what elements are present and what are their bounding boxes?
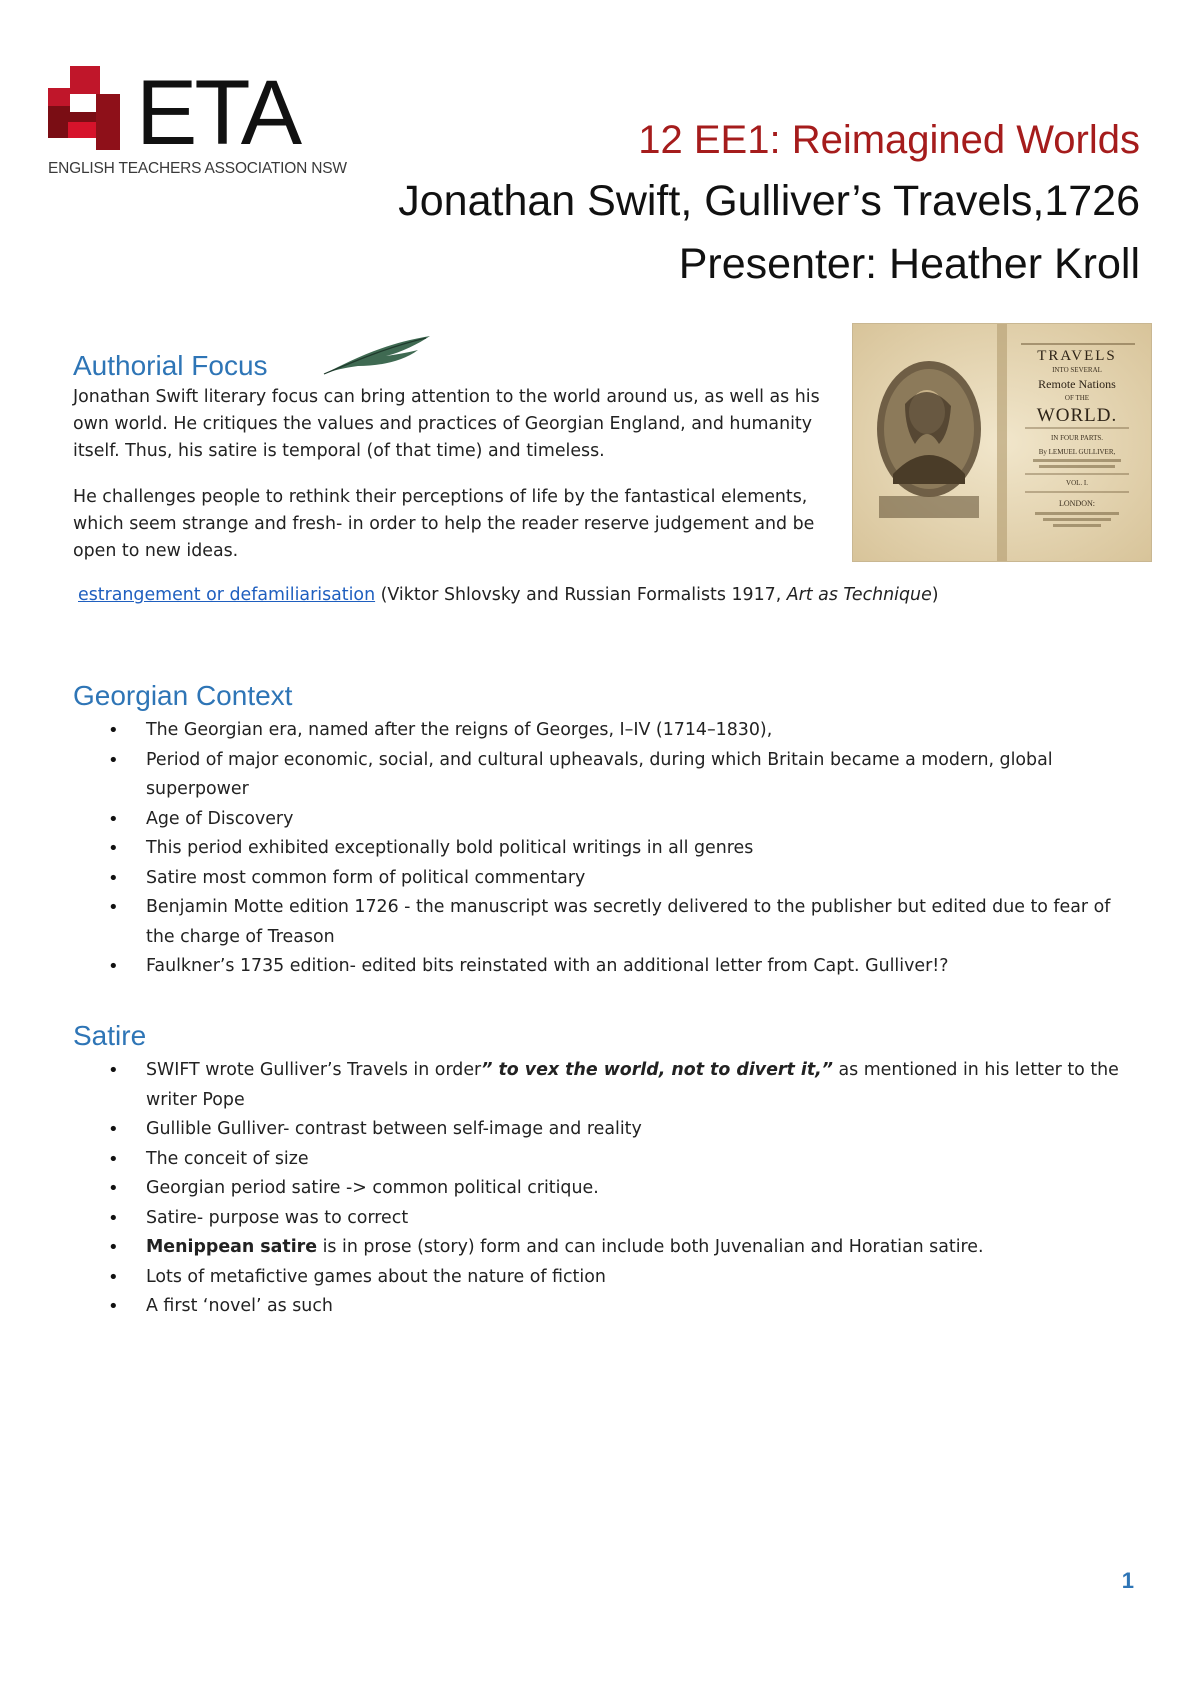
book-text-of-the: OF THE (1064, 394, 1090, 402)
list-item: • Benjamin Motte edition 1726 - the manuscript was secretly delivered to the publisher but edited due to fear of the charge of Treason (108, 893, 1138, 952)
title-block (398, 110, 1140, 296)
logo-wordmark: ETA (136, 66, 300, 158)
book-text-four-parts: IN FOUR PARTS. (1050, 434, 1104, 442)
list-item: • Lots of metafictive games about the nature of fiction (108, 1263, 1138, 1293)
satire-heading: Satire (73, 1020, 147, 1051)
book-illustration (853, 324, 1151, 561)
book-text-world: WORLD. (1036, 405, 1118, 426)
book-text-travels: TRAVELS (1037, 348, 1117, 364)
quote-intro: SWIFT wrote Gulliver’s Travels in order (146, 1060, 482, 1080)
list-item: • The conceit of size (108, 1145, 1138, 1175)
list-item: • Faulkner’s 1735 edition- edited bits reinstated with an additional letter from Capt. Gulliver!? (108, 952, 1138, 982)
book-text-remote-nations: Remote Nations (1038, 377, 1116, 391)
page-number: 1 (1121, 1568, 1134, 1593)
list-item: • A first ‘novel’ as such (108, 1292, 1138, 1322)
list-item: • The Georgian era, named after the reigns of Georges, I–IV (1714–1830), (108, 716, 1138, 746)
text-title: Jonathan Swift, Gulliver’s Travels,1726 (398, 177, 1140, 225)
presenter-name: Presenter: Heather Kroll (678, 240, 1140, 288)
georgian-context-list (108, 716, 1138, 982)
estrangement-link[interactable]: estrangement or defamiliarisation (78, 585, 376, 605)
eta-logo (48, 66, 347, 181)
list-item: • Satire most common form of political commentary (108, 864, 1138, 894)
reference-text: (Viktor Shlovsky and Russian Formalists 1917, (375, 585, 787, 605)
eta-logo-mark (48, 66, 318, 158)
authorial-paragraph-1: Jonathan Swift literary focus can bring attention to the world around us, as well as his own world. He critiques the values and practices of Georgian England, and humanity itself. Thus, his satire is temporal (of that time) and timeless. (73, 387, 820, 461)
list-item: • Period of major economic, social, and cultural upheavals, during which Britain became a modern, global superpower (108, 746, 1138, 805)
list-item: • Age of Discovery (108, 805, 1138, 835)
list-item: • Gullible Gulliver- contrast between self-image and reality (108, 1115, 1138, 1145)
reference-close: ) (931, 585, 939, 605)
book-text-author: By LEMUEL GULLIVER, (1038, 448, 1116, 456)
menippean-term: Menippean satire (146, 1237, 318, 1257)
book-text-london: LONDON: (1059, 499, 1095, 508)
estrangement-reference (78, 582, 1148, 609)
quote-outro: as mentioned in his letter to the writer Pope (146, 1060, 1119, 1110)
list-item: • Satire- purpose was to correct (108, 1204, 1138, 1234)
reference-title: Art as Technique (786, 585, 932, 605)
quill-icon (322, 330, 434, 376)
authorial-paragraph-2: He challenges people to rethink their perceptions of life by the fantastical elements, which seem strange and fresh- in order to help the reader reserve judgement and be open to new ideas. (73, 487, 815, 561)
logo-subtitle: ENGLISH TEACHERS ASSOCIATION NSW (48, 160, 347, 177)
swift-quote: ” to vex the world, not to divert it,” (481, 1060, 833, 1080)
georgian-context-heading: Georgian Context (73, 680, 293, 711)
menippean-description: is in prose (story) form and can include both Juvenalian and Horatian satire. (317, 1237, 984, 1257)
book-text-vol: VOL. I. (1066, 479, 1088, 487)
list-item-swift-quote (108, 1056, 1138, 1115)
satire-list (108, 1056, 1138, 1322)
list-item: • This period exhibited exceptionally bold political writings in all genres (108, 834, 1138, 864)
list-item-menippean (108, 1233, 1138, 1263)
course-title: 12 EE1: Reimagined Worlds (638, 118, 1140, 162)
book-text-into-several: INTO SEVERAL (1052, 366, 1102, 374)
book-title-page-image (852, 323, 1152, 562)
authorial-focus-heading: Authorial Focus (73, 350, 268, 381)
list-item: • Georgian period satire -> common political critique. (108, 1174, 1138, 1204)
